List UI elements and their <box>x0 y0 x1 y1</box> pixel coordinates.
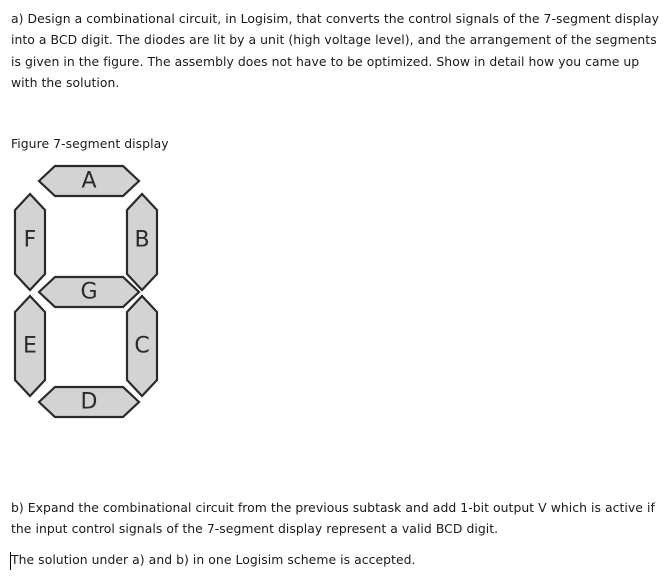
segment-d-label: D <box>80 389 98 415</box>
segment-g <box>39 277 139 307</box>
segment-a <box>39 166 139 196</box>
part-b-text: b) Expand the combinational circuit from the previous subtask and add 1-bit output V which is active if the input control signals of the 7-segment display represent a valid BCD digit. <box>11 500 659 537</box>
segment-c-label: C <box>134 333 150 359</box>
segment-g-label: G <box>80 279 98 305</box>
segment-a-label: A <box>81 168 97 194</box>
segment-e-label: E <box>23 333 37 359</box>
solution-note-text: The solution under a) and b) in one Logisim scheme is accepted. <box>11 552 416 567</box>
segment-f <box>15 194 45 290</box>
segment-b-label: B <box>134 227 150 253</box>
segment-d <box>39 387 139 417</box>
segment-e <box>15 296 45 396</box>
segment-c <box>127 296 157 396</box>
segment-b <box>127 194 157 290</box>
figure-caption: Figure 7-segment display <box>11 136 169 151</box>
segment-f-label: F <box>23 227 37 253</box>
seven-segment-figure <box>11 162 163 422</box>
part-a-text: a) Design a combinational circuit, in Logisim, that converts the control signals of the 7-segment display into a BCD digit. The diodes are lit by a unit (high voltage level), and the arrangement of the segments is given in the figure. The assembly does not have to be optimized. Show in detail how you came up with the solution. <box>11 11 664 90</box>
text-cursor <box>10 552 11 570</box>
